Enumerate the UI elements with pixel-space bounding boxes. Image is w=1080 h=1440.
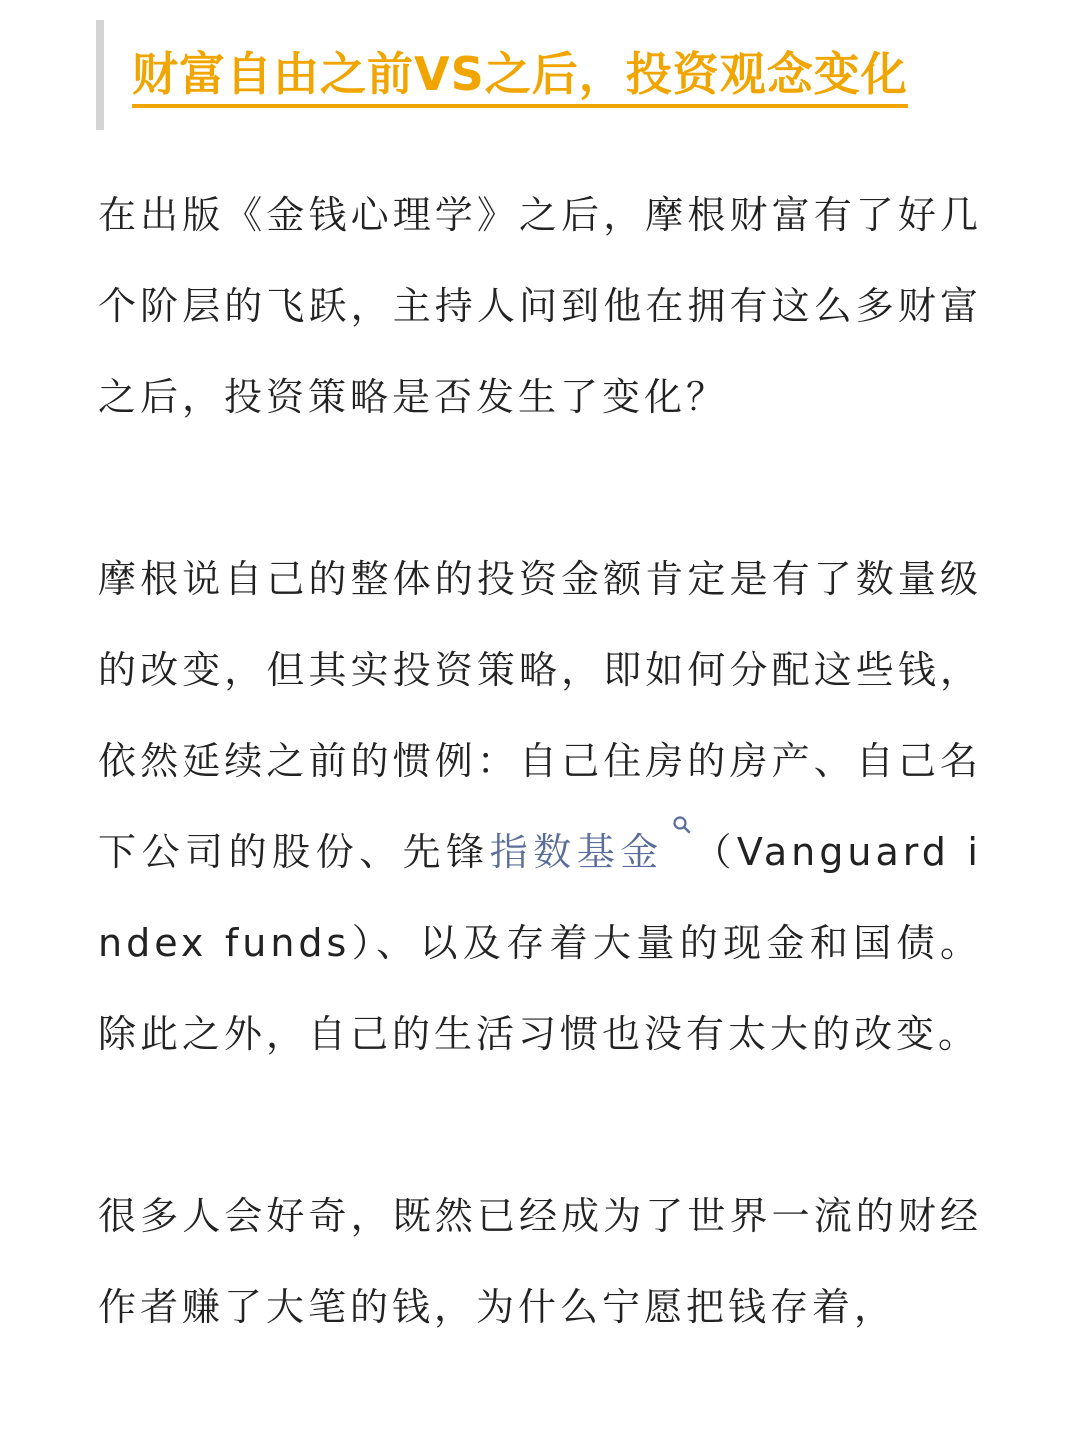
search-icon[interactable] [672, 807, 692, 835]
paragraph-3: 很多人会好奇，既然已经成为了世界一流的财经作者赚了大笔的钱，为什么宁愿把钱存着， [98, 1194, 982, 1329]
paragraph-2-text-after-link: （Vanguard index funds）、以及存着大量的现金和国债。除此之外，自己的生活习惯也没有太大的改变。 [98, 830, 982, 1056]
section-heading [96, 20, 996, 130]
paragraph-2-text-before-link: 摩根说自己的整体的投资金额肯定是有了数量级的改变，但其实投资策略，即如何分配这些钱，依然延续之前的惯例：自己住房的房产、自己名下公司的股份、先锋 [98, 557, 982, 874]
heading-title: 财富自由之前VS之后，投资观念变化 [132, 46, 908, 108]
paragraph-2 [98, 534, 982, 1080]
heading-accent-bar [96, 20, 104, 130]
paragraph-1: 在出版《金钱心理学》之后，摩根财富有了好几个阶层的飞跃，主持人问到他在拥有这么多财富之后，投资策略是否发生了变化？ [98, 193, 982, 419]
index-fund-link[interactable]: 指数基金 [489, 830, 664, 874]
article-body [98, 170, 982, 1353]
